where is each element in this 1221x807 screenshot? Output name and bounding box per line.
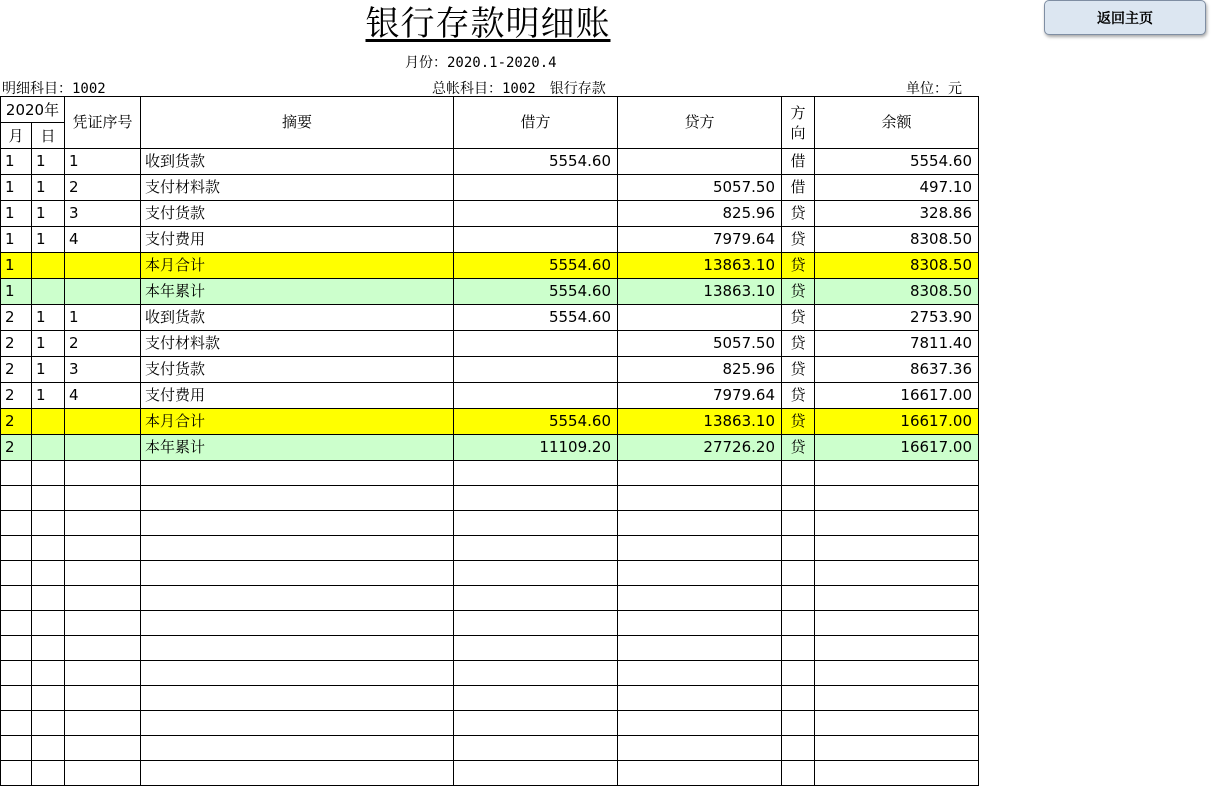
balance-cell: 16617.00 <box>815 409 979 435</box>
empty-cell <box>815 586 979 611</box>
empty-cell <box>141 461 454 486</box>
debit-cell: 5554.60 <box>454 149 618 175</box>
empty-cell <box>32 586 65 611</box>
day-cell: 1 <box>32 175 65 201</box>
voucher-cell: 2 <box>65 175 141 201</box>
empty-cell <box>782 461 815 486</box>
credit-cell: 7979.64 <box>618 227 782 253</box>
empty-cell <box>32 661 65 686</box>
empty-cell <box>815 661 979 686</box>
voucher-cell <box>65 435 141 461</box>
credit-cell: 7979.64 <box>618 383 782 409</box>
empty-cell <box>782 736 815 761</box>
empty-cell <box>618 536 782 561</box>
table-row <box>1 357 979 383</box>
empty-row <box>1 736 979 761</box>
empty-cell <box>141 736 454 761</box>
empty-cell <box>618 511 782 536</box>
day-cell: 1 <box>32 149 65 175</box>
empty-cell <box>618 461 782 486</box>
empty-cell <box>32 536 65 561</box>
page-title: 银行存款明细账 <box>365 4 611 44</box>
empty-cell <box>141 611 454 636</box>
direction-cell: 贷 <box>782 253 815 279</box>
debit-cell: 11109.20 <box>454 435 618 461</box>
empty-cell <box>454 536 618 561</box>
day-cell <box>32 435 65 461</box>
month-cell: 1 <box>1 253 32 279</box>
credit-header: 贷方 <box>618 97 782 149</box>
empty-cell <box>1 461 32 486</box>
empty-cell <box>1 761 32 786</box>
credit-cell: 27726.20 <box>618 435 782 461</box>
table-row <box>1 305 979 331</box>
empty-cell <box>32 761 65 786</box>
empty-cell <box>65 711 141 736</box>
empty-cell <box>815 736 979 761</box>
empty-cell <box>141 636 454 661</box>
detail-account-label: 明细科目：1002 <box>2 81 106 97</box>
empty-cell <box>618 636 782 661</box>
monthly-total-row <box>1 253 979 279</box>
month-cell: 1 <box>1 227 32 253</box>
empty-cell <box>32 711 65 736</box>
direction-cell: 贷 <box>782 435 815 461</box>
month-header: 月 <box>1 123 32 149</box>
balance-cell: 8637.36 <box>815 357 979 383</box>
empty-cell <box>815 636 979 661</box>
empty-cell <box>1 661 32 686</box>
summary-cell: 本年累计 <box>141 279 454 305</box>
credit-cell: 13863.10 <box>618 253 782 279</box>
empty-cell <box>65 461 141 486</box>
empty-cell <box>618 661 782 686</box>
empty-cell <box>141 686 454 711</box>
empty-cell <box>454 736 618 761</box>
day-cell: 1 <box>32 305 65 331</box>
empty-cell <box>32 636 65 661</box>
direction-header: 方向 <box>782 97 815 149</box>
empty-cell <box>782 611 815 636</box>
empty-cell <box>618 711 782 736</box>
direction-cell: 借 <box>782 175 815 201</box>
empty-cell <box>815 511 979 536</box>
balance-cell: 8308.50 <box>815 227 979 253</box>
empty-cell <box>454 611 618 636</box>
voucher-cell: 4 <box>65 227 141 253</box>
empty-cell <box>454 586 618 611</box>
empty-cell <box>618 611 782 636</box>
empty-cell <box>32 611 65 636</box>
day-cell: 1 <box>32 201 65 227</box>
balance-cell: 16617.00 <box>815 435 979 461</box>
year-header: 2020年 <box>1 97 65 123</box>
summary-cell: 本月合计 <box>141 253 454 279</box>
summary-cell: 支付材料款 <box>141 175 454 201</box>
empty-cell <box>618 486 782 511</box>
empty-cell <box>141 661 454 686</box>
empty-cell <box>65 736 141 761</box>
day-cell <box>32 409 65 435</box>
month-cell: 2 <box>1 331 32 357</box>
month-cell: 1 <box>1 149 32 175</box>
debit-header: 借方 <box>454 97 618 149</box>
empty-cell <box>1 511 32 536</box>
empty-row <box>1 486 979 511</box>
debit-cell <box>454 331 618 357</box>
empty-cell <box>65 536 141 561</box>
voucher-cell: 3 <box>65 357 141 383</box>
voucher-cell: 1 <box>65 149 141 175</box>
debit-cell: 5554.60 <box>454 305 618 331</box>
empty-cell <box>1 611 32 636</box>
month-cell: 2 <box>1 305 32 331</box>
empty-cell <box>454 486 618 511</box>
empty-cell <box>454 636 618 661</box>
empty-cell <box>454 561 618 586</box>
table-row <box>1 331 979 357</box>
table-row <box>1 149 979 175</box>
day-cell <box>32 279 65 305</box>
debit-cell <box>454 201 618 227</box>
balance-cell: 497.10 <box>815 175 979 201</box>
voucher-cell <box>65 409 141 435</box>
empty-cell <box>141 486 454 511</box>
summary-cell: 支付材料款 <box>141 331 454 357</box>
empty-row <box>1 586 979 611</box>
month-cell: 2 <box>1 383 32 409</box>
ledger-body <box>1 149 979 786</box>
balance-cell: 16617.00 <box>815 383 979 409</box>
empty-cell <box>618 686 782 711</box>
credit-cell <box>618 305 782 331</box>
balance-header: 余额 <box>815 97 979 149</box>
table-row <box>1 383 979 409</box>
empty-row <box>1 461 979 486</box>
empty-cell <box>65 636 141 661</box>
day-cell <box>32 253 65 279</box>
empty-cell <box>782 511 815 536</box>
summary-cell: 本年累计 <box>141 435 454 461</box>
summary-cell: 收到货款 <box>141 305 454 331</box>
voucher-cell <box>65 253 141 279</box>
empty-cell <box>815 686 979 711</box>
empty-cell <box>32 561 65 586</box>
empty-cell <box>32 686 65 711</box>
empty-cell <box>141 536 454 561</box>
empty-cell <box>782 536 815 561</box>
empty-cell <box>782 686 815 711</box>
period-label: 月份：2020.1-2020.4 <box>405 55 557 71</box>
voucher-cell: 4 <box>65 383 141 409</box>
yearly-total-row <box>1 435 979 461</box>
empty-cell <box>65 611 141 636</box>
empty-cell <box>815 761 979 786</box>
summary-cell: 支付货款 <box>141 201 454 227</box>
balance-cell: 2753.90 <box>815 305 979 331</box>
empty-cell <box>141 586 454 611</box>
empty-cell <box>141 561 454 586</box>
empty-cell <box>65 686 141 711</box>
balance-cell: 8308.50 <box>815 253 979 279</box>
voucher-cell <box>65 279 141 305</box>
day-cell: 1 <box>32 227 65 253</box>
balance-cell: 328.86 <box>815 201 979 227</box>
empty-cell <box>782 636 815 661</box>
empty-cell <box>454 686 618 711</box>
direction-cell: 借 <box>782 149 815 175</box>
debit-cell <box>454 175 618 201</box>
balance-cell: 7811.40 <box>815 331 979 357</box>
empty-cell <box>141 711 454 736</box>
yearly-total-row <box>1 279 979 305</box>
credit-cell: 5057.50 <box>618 331 782 357</box>
summary-cell: 支付费用 <box>141 227 454 253</box>
credit-cell: 825.96 <box>618 201 782 227</box>
credit-cell: 825.96 <box>618 357 782 383</box>
direction-cell: 贷 <box>782 383 815 409</box>
month-cell: 1 <box>1 175 32 201</box>
empty-row <box>1 511 979 536</box>
month-cell: 2 <box>1 409 32 435</box>
balance-cell: 8308.50 <box>815 279 979 305</box>
empty-cell <box>454 711 618 736</box>
empty-row <box>1 661 979 686</box>
empty-cell <box>1 636 32 661</box>
general-account-label: 总帐科目：1002 银行存款 <box>432 81 606 97</box>
empty-row <box>1 686 979 711</box>
voucher-cell: 3 <box>65 201 141 227</box>
empty-row <box>1 711 979 736</box>
balance-cell: 5554.60 <box>815 149 979 175</box>
empty-cell <box>782 761 815 786</box>
empty-cell <box>815 486 979 511</box>
empty-cell <box>618 761 782 786</box>
summary-cell: 收到货款 <box>141 149 454 175</box>
summary-header: 摘要 <box>141 97 454 149</box>
debit-cell <box>454 383 618 409</box>
empty-row <box>1 611 979 636</box>
credit-cell: 13863.10 <box>618 409 782 435</box>
summary-cell: 本月合计 <box>141 409 454 435</box>
empty-cell <box>782 586 815 611</box>
direction-cell: 贷 <box>782 409 815 435</box>
table-row <box>1 227 979 253</box>
empty-cell <box>65 561 141 586</box>
direction-cell: 贷 <box>782 305 815 331</box>
voucher-cell: 2 <box>65 331 141 357</box>
empty-cell <box>782 561 815 586</box>
empty-row <box>1 536 979 561</box>
empty-cell <box>65 761 141 786</box>
empty-cell <box>618 586 782 611</box>
empty-cell <box>1 686 32 711</box>
empty-row <box>1 761 979 786</box>
voucher-cell: 1 <box>65 305 141 331</box>
credit-cell <box>618 149 782 175</box>
empty-cell <box>815 561 979 586</box>
empty-cell <box>618 561 782 586</box>
empty-cell <box>1 561 32 586</box>
credit-cell: 13863.10 <box>618 279 782 305</box>
unit-label: 单位：元 <box>906 81 962 97</box>
month-cell: 1 <box>1 201 32 227</box>
empty-cell <box>782 661 815 686</box>
day-header: 日 <box>32 123 65 149</box>
empty-cell <box>65 511 141 536</box>
empty-cell <box>1 536 32 561</box>
voucher-header: 凭证序号 <box>65 97 141 149</box>
empty-cell <box>454 761 618 786</box>
table-row <box>1 201 979 227</box>
month-cell: 2 <box>1 357 32 383</box>
home-button[interactable]: 返回主页 <box>1044 0 1206 35</box>
empty-cell <box>454 461 618 486</box>
empty-cell <box>32 486 65 511</box>
empty-cell <box>141 761 454 786</box>
debit-cell: 5554.60 <box>454 409 618 435</box>
direction-cell: 贷 <box>782 201 815 227</box>
direction-cell: 贷 <box>782 227 815 253</box>
empty-cell <box>454 511 618 536</box>
empty-cell <box>1 736 32 761</box>
day-cell: 1 <box>32 383 65 409</box>
credit-cell: 5057.50 <box>618 175 782 201</box>
empty-cell <box>65 661 141 686</box>
debit-cell <box>454 357 618 383</box>
direction-cell: 贷 <box>782 279 815 305</box>
month-cell: 1 <box>1 279 32 305</box>
empty-cell <box>1 486 32 511</box>
day-cell: 1 <box>32 357 65 383</box>
empty-cell <box>65 586 141 611</box>
empty-cell <box>1 586 32 611</box>
debit-cell: 5554.60 <box>454 253 618 279</box>
empty-cell <box>65 486 141 511</box>
empty-cell <box>32 736 65 761</box>
empty-cell <box>32 461 65 486</box>
empty-cell <box>454 661 618 686</box>
empty-cell <box>1 711 32 736</box>
empty-cell <box>815 536 979 561</box>
empty-cell <box>618 736 782 761</box>
day-cell: 1 <box>32 331 65 357</box>
debit-cell: 5554.60 <box>454 279 618 305</box>
ledger-table <box>0 96 979 786</box>
empty-cell <box>141 511 454 536</box>
empty-cell <box>782 711 815 736</box>
empty-cell <box>782 486 815 511</box>
empty-row <box>1 636 979 661</box>
table-row <box>1 175 979 201</box>
direction-cell: 贷 <box>782 357 815 383</box>
summary-cell: 支付费用 <box>141 383 454 409</box>
debit-cell <box>454 227 618 253</box>
empty-cell <box>32 511 65 536</box>
month-cell: 2 <box>1 435 32 461</box>
empty-cell <box>815 611 979 636</box>
monthly-total-row <box>1 409 979 435</box>
direction-cell: 贷 <box>782 331 815 357</box>
empty-cell <box>815 711 979 736</box>
empty-cell <box>815 461 979 486</box>
empty-row <box>1 561 979 586</box>
summary-cell: 支付货款 <box>141 357 454 383</box>
